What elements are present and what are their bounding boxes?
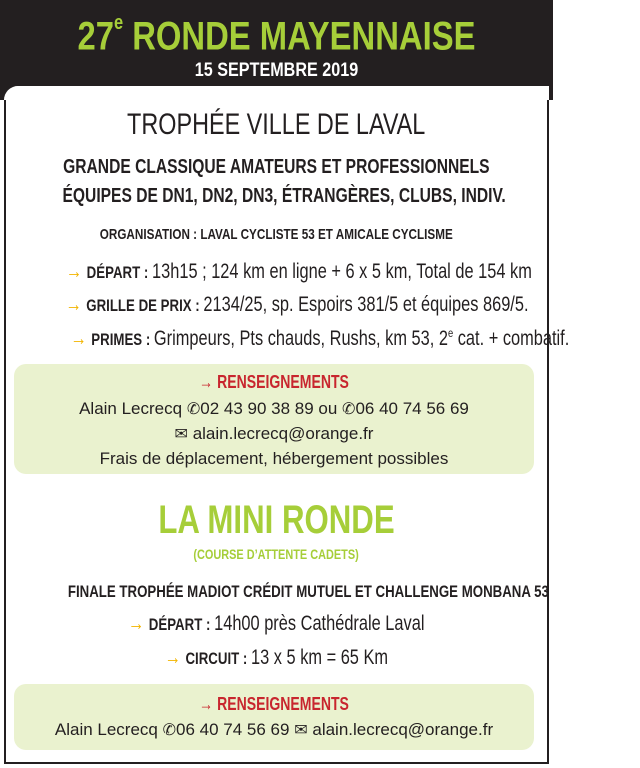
trophy-line1: GRANDE CLASSIQUE AMATEURS ET PROFESSIONNELS — [63, 156, 490, 178]
info1-contact: Alain Lecrecq ✆02 43 90 38 89 ou ✆06 40 74 56 69 — [79, 399, 469, 418]
info1-note: Frais de déplacement, hébergement possibles — [99, 449, 449, 468]
arrow-icon: → — [164, 646, 182, 669]
mini-subtitle: (COURSE D’ATTENTE CADETS) — [193, 546, 360, 562]
depart-line: → DÉPART : 13h15 ; 124 km en ligne + 6 x 5 km, Total de 154 km — [65, 260, 532, 283]
header-band — [0, 0, 553, 100]
arrow-icon: → — [70, 327, 87, 350]
event-date: 15 SEPTEMBRE 2019 — [194, 60, 359, 81]
info1-email: ✉ alain.lecrecq@orange.fr — [174, 424, 374, 443]
arrow-icon: → — [65, 260, 83, 283]
info1-heading: → RENSEIGNEMENTS — [199, 372, 349, 392]
mini-circuit-line: → CIRCUIT : 13 x 5 km = 65 Km — [164, 646, 389, 669]
mini-depart-line: → DÉPART : 14h00 près Cathédrale Laval — [128, 612, 425, 635]
info2-heading: → RENSEIGNEMENTS — [199, 694, 349, 714]
arrow-icon: → — [199, 694, 214, 714]
phone-icon: ✆ — [186, 401, 201, 418]
trophy-title: TROPHÉE VILLE DE LAVAL — [127, 108, 426, 141]
grille-line: → GRILLE DE PRIX : 2134/25, sp. Espoirs 381/5 et équipes 869/5. — [65, 293, 529, 316]
mail-icon: ✉ — [174, 426, 188, 443]
arrow-icon: → — [128, 612, 145, 635]
phone-icon: ✆ — [342, 401, 356, 418]
info2-contact: Alain Lecrecq ✆06 40 74 56 69 ✉ alain.lecrecq@orange.fr — [54, 720, 494, 739]
primes-line: → PRIMES : Grimpeurs, Pts chauds, Rushs, km 53, 2e cat. + combatif. — [70, 326, 570, 350]
phone-icon: ✆ — [162, 722, 177, 739]
event-title: 27e RONDE MAYENNAISE — [77, 12, 476, 59]
mail-icon: ✉ — [294, 722, 308, 739]
mini-finale: FINALE TROPHÉE MADIOT CRÉDIT MUTUEL ET CHALLENGE MONBANA 53 — [67, 582, 549, 601]
mini-title: LA MINI RONDE — [158, 498, 395, 542]
arrow-icon: → — [65, 293, 82, 316]
arrow-icon: → — [199, 372, 214, 392]
frame-cap — [4, 86, 549, 100]
organisation-line: ORGANISATION : LAVAL CYCLISTE 53 ET AMICALE CYCLISME — [100, 226, 453, 243]
trophy-line2: ÉQUIPES DE DN1, DN2, DN3, ÉTRANGÈRES, CLUBS, INDIV. — [62, 185, 506, 207]
